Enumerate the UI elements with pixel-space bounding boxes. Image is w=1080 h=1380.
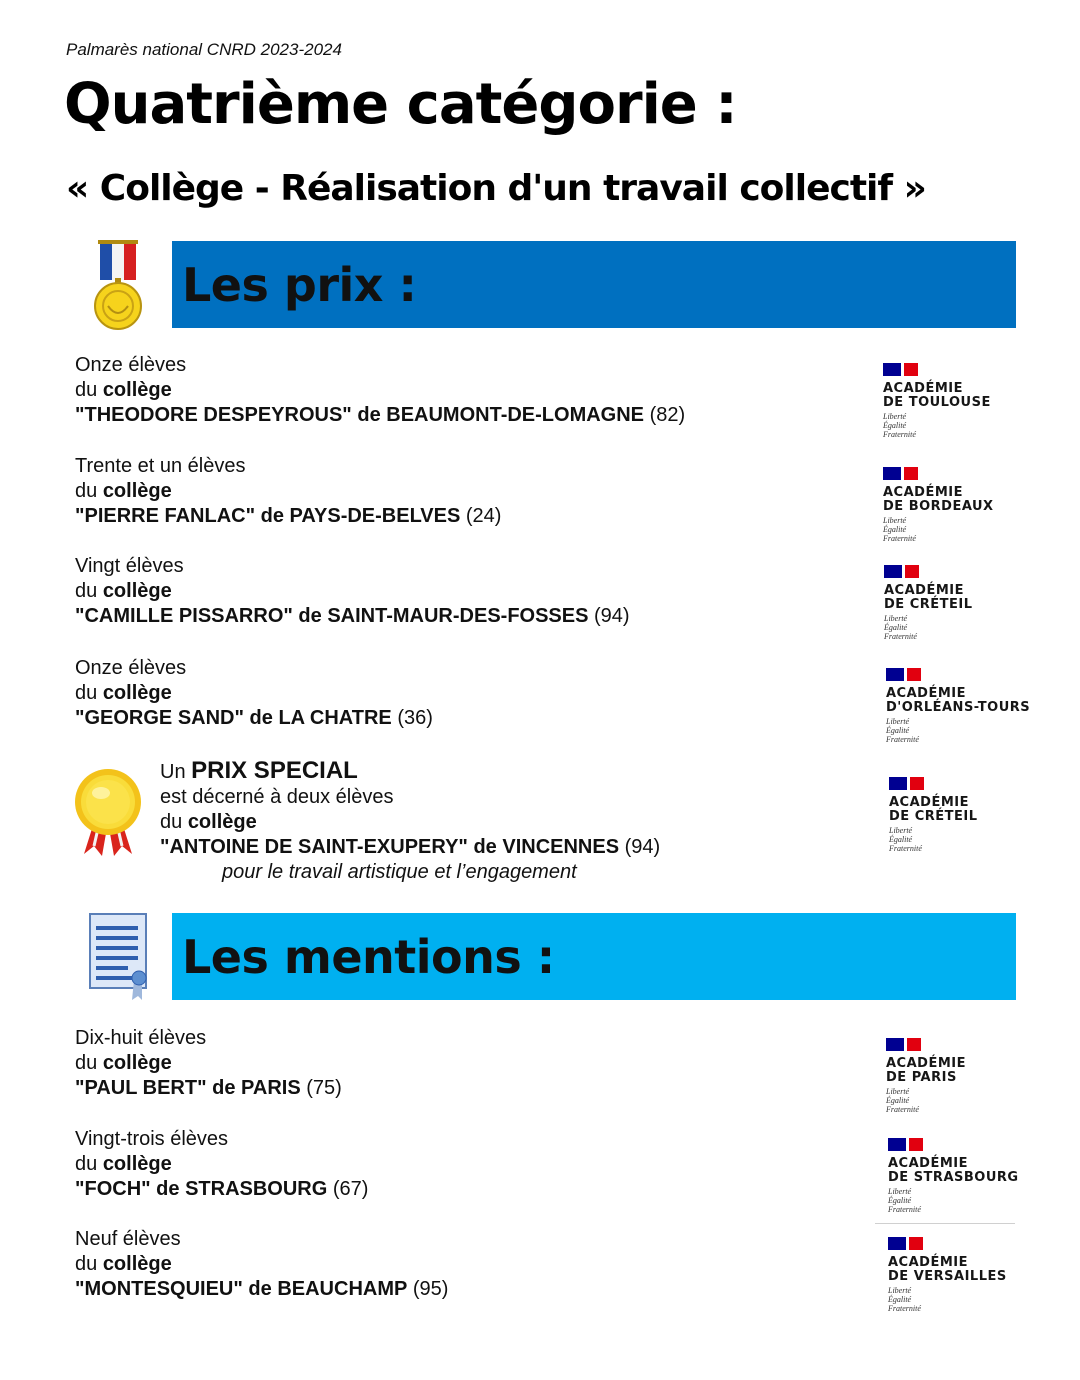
page-subtitle: « Collège - Réalisation d'un travail collectif » <box>66 168 926 209</box>
academie-logo: ACADÉMIE DE STRASBOURG Liberté Égalité Fraternité <box>888 1138 1028 1214</box>
special-prize: Un PRIX SPECIAL est décerné à deux élèves du collège "ANTOINE DE SAINT-EXUPERY" de VINCENNES (94) pour le travail artistique et l’engagement <box>160 757 661 883</box>
french-flag-icon <box>883 363 1023 376</box>
french-flag-icon <box>886 1038 1026 1051</box>
special-prize-label: PRIX SPECIAL <box>191 757 358 784</box>
french-flag-icon <box>886 668 1026 681</box>
mention-entry-2: Vingt-trois élèves du collège "FOCH" de STRASBOURG (67) <box>75 1128 369 1200</box>
french-flag-icon <box>883 467 1023 480</box>
mention-entry-1: Dix-huit élèves du collège "PAUL BERT" de PARIS (75) <box>75 1027 342 1099</box>
academie-logo: ACADÉMIE D'ORLÉANS-TOURS Liberté Égalité Fraternité <box>886 668 1026 744</box>
divider <box>875 1223 1015 1224</box>
academie-logo: ACADÉMIE DE CRÉTEIL Liberté Égalité Fraternité <box>889 777 1029 853</box>
french-flag-icon <box>889 777 1029 790</box>
page-title: Quatrième catégorie : <box>64 72 737 137</box>
mentions-banner-label: Les mentions : <box>182 929 555 984</box>
academie-logo: ACADÉMIE DE CRÉTEIL Liberté Égalité Fraternité <box>884 565 1024 641</box>
certificate-icon <box>88 912 150 1002</box>
academie-logo: ACADÉMIE DE BORDEAUX Liberté Égalité Fraternité <box>883 467 1023 543</box>
entry-count: Onze élèves <box>75 657 187 679</box>
entry-count: Neuf élèves <box>75 1228 181 1250</box>
award-rosette-icon <box>74 766 142 858</box>
prix-entry-3: Vingt élèves du collège "CAMILLE PISSARRO" de SAINT-MAUR-DES-FOSSES (94) <box>75 555 630 627</box>
french-flag-icon <box>888 1138 1028 1151</box>
prix-entry-4: Onze élèves du collège "GEORGE SAND" de LA CHATRE (36) <box>75 657 433 729</box>
academie-logo: ACADÉMIE DE PARIS Liberté Égalité Fraternité <box>886 1038 1026 1114</box>
mention-entry-3: Neuf élèves du collège "MONTESQUIEU" de BEAUCHAMP (95) <box>75 1228 449 1300</box>
entry-count: Vingt-trois élèves <box>75 1128 229 1150</box>
prix-entry-2: Trente et un élèves du collège "PIERRE FANLAC" de PAYS-DE-BELVES (24) <box>75 455 502 527</box>
prix-entry-1: Onze élèves du collège "THEODORE DESPEYROUS" de BEAUMONT-DE-LOMAGNE (82) <box>75 354 686 426</box>
french-flag-icon <box>884 565 1024 578</box>
prix-banner <box>172 241 1016 328</box>
entry-count: Trente et un élèves <box>75 455 246 477</box>
entry-count: Onze élèves <box>75 354 187 376</box>
french-flag-icon <box>888 1237 1028 1250</box>
academie-logo: ACADÉMIE DE TOULOUSE Liberté Égalité Fraternité <box>883 363 1023 439</box>
special-prize-note: pour le travail artistique et l’engagement <box>222 861 577 883</box>
prix-banner-label: Les prix : <box>182 257 417 312</box>
header-note: Palmarès national CNRD 2023-2024 <box>66 40 342 59</box>
entry-count: Dix-huit élèves <box>75 1027 207 1049</box>
entry-count: Vingt élèves <box>75 555 184 577</box>
medal-icon <box>92 240 146 332</box>
academie-logo: ACADÉMIE DE VERSAILLES Liberté Égalité Fraternité <box>888 1237 1028 1313</box>
mentions-banner <box>172 913 1016 1000</box>
